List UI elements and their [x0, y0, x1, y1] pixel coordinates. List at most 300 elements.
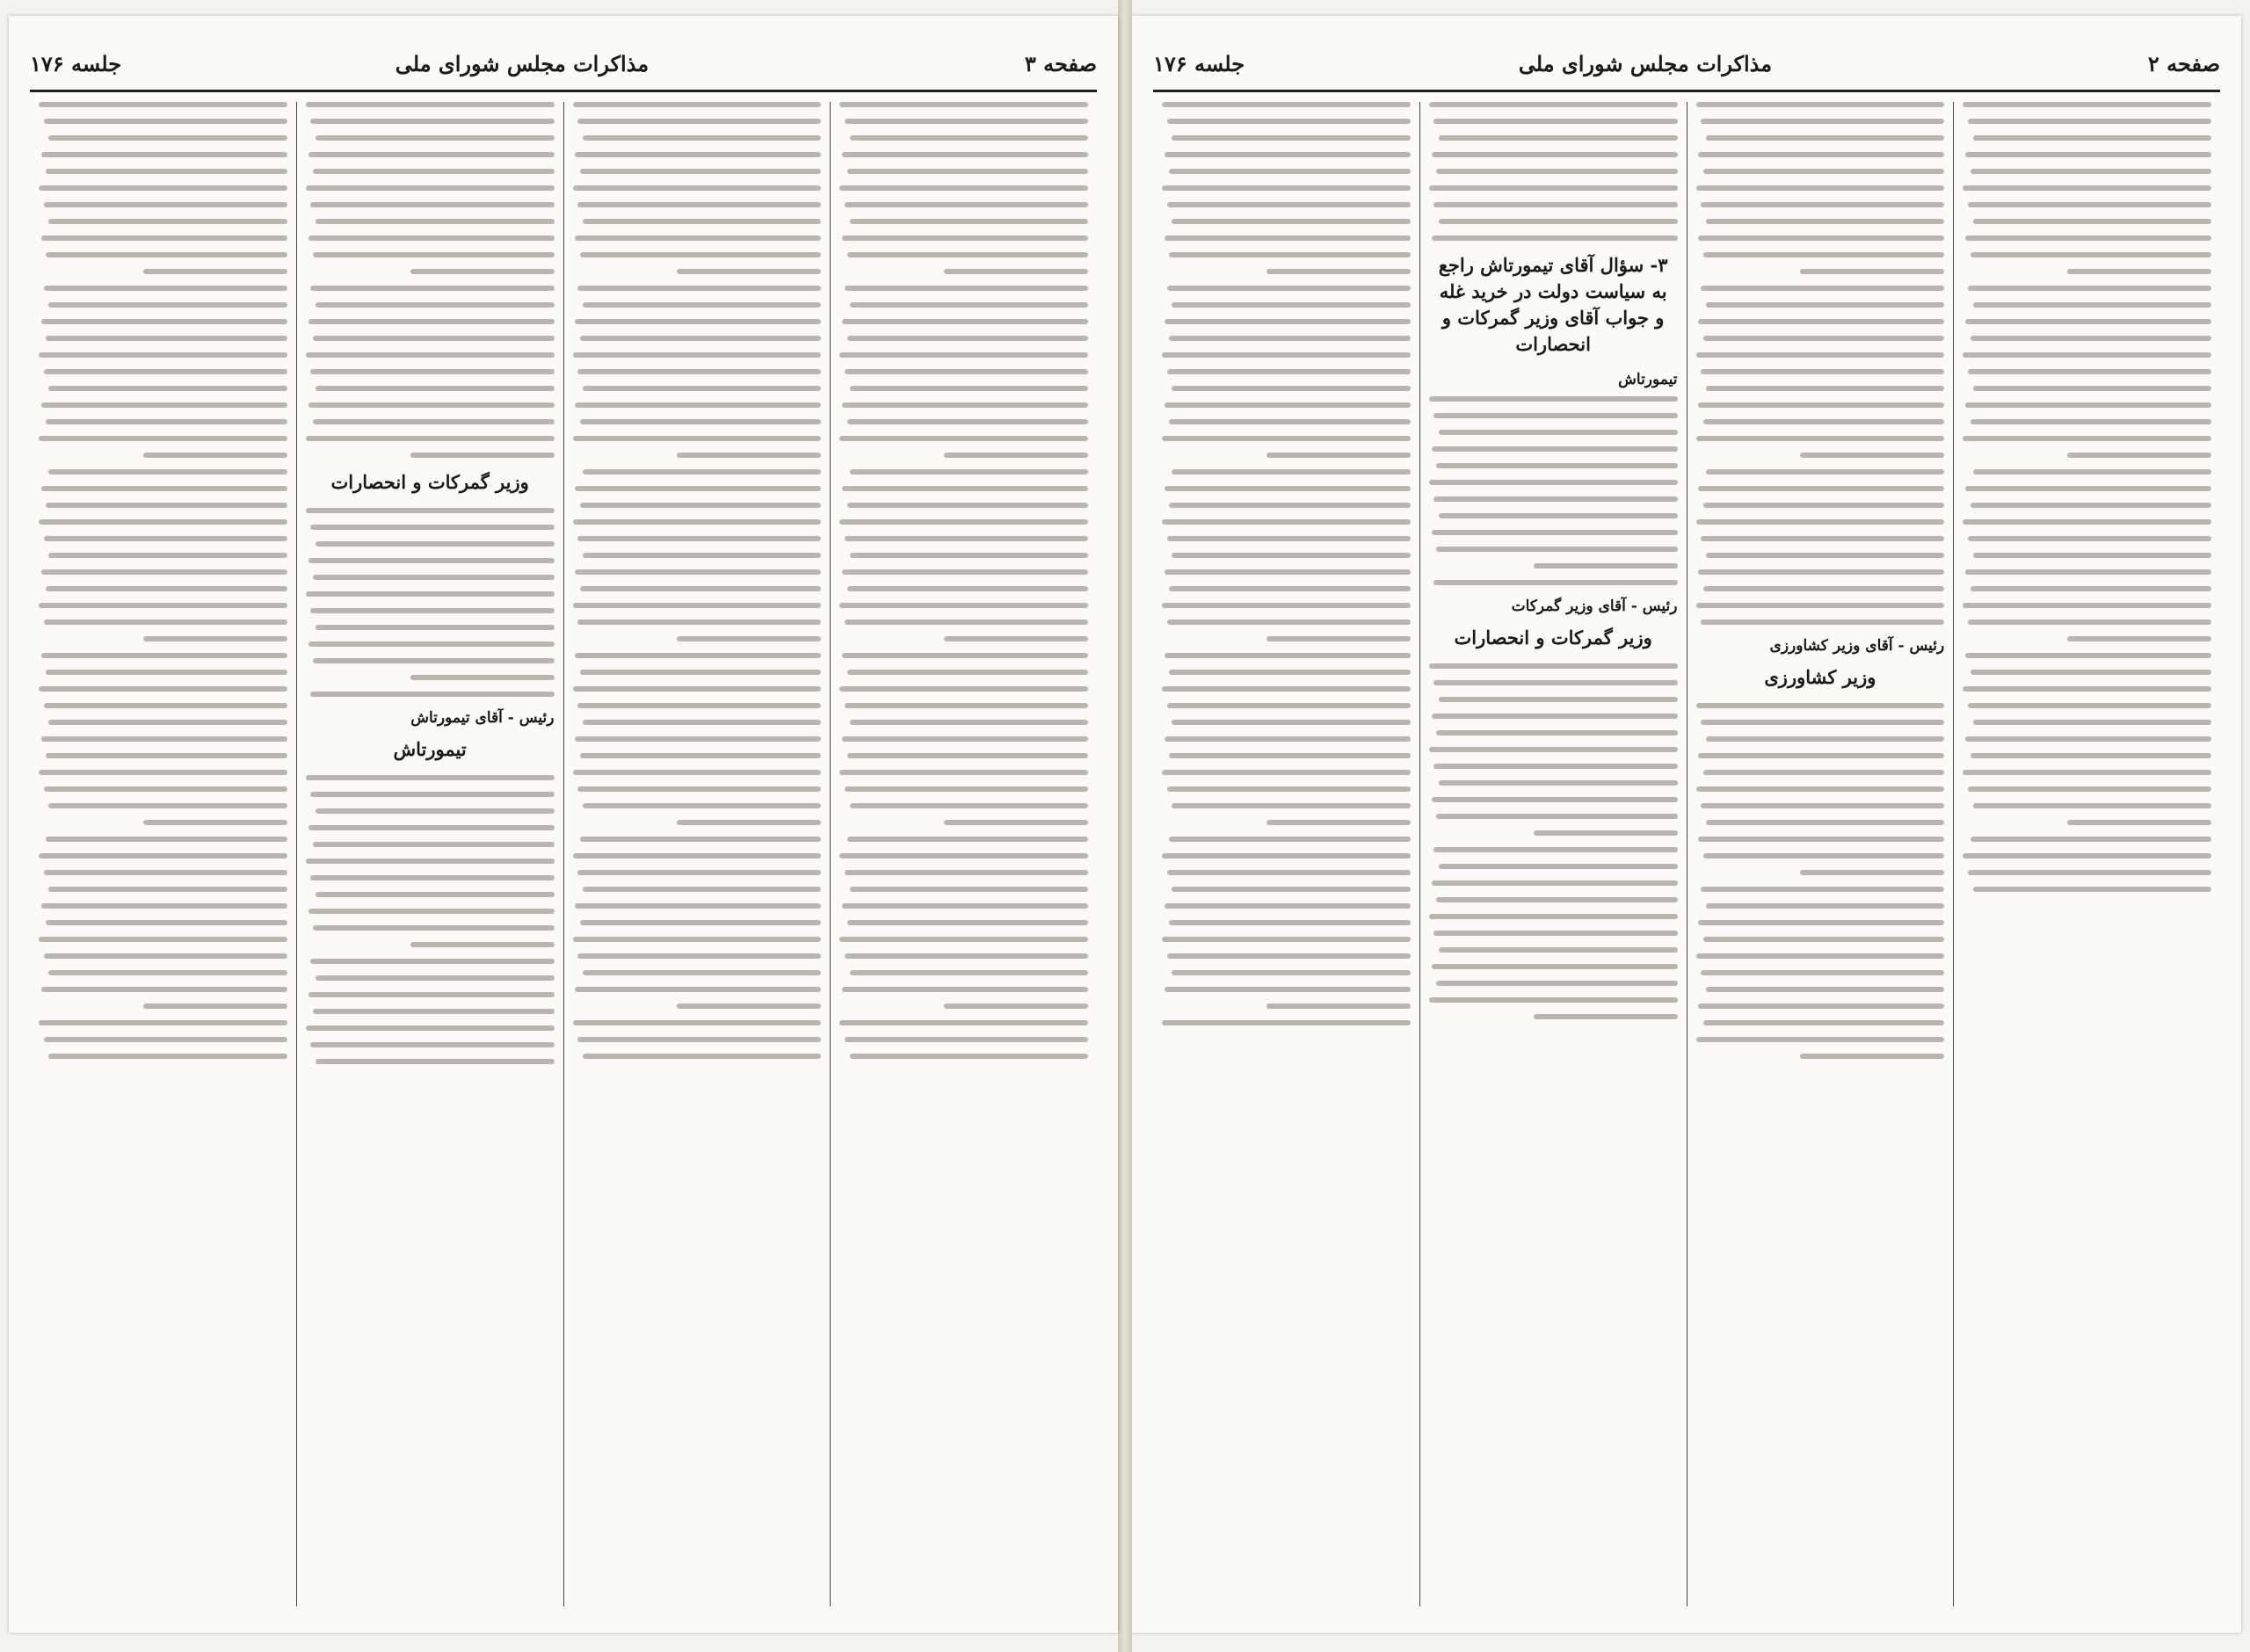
illegible-text-line [1429, 480, 1678, 485]
illegible-text-line [580, 252, 821, 257]
illegible-text-line [839, 436, 1088, 441]
text-columns [1153, 102, 2220, 1606]
illegible-text-line [580, 336, 821, 341]
illegible-text-line [1701, 536, 1944, 541]
illegible-text-line [2067, 453, 2211, 458]
illegible-text-line [1968, 703, 2211, 708]
illegible-text-line [1706, 219, 1944, 224]
illegible-text-line [1165, 736, 1411, 742]
illegible-text-line [1162, 937, 1411, 942]
illegible-text-line [48, 386, 287, 391]
illegible-text-line [1701, 803, 1944, 808]
illegible-text-line [1800, 870, 1944, 875]
illegible-text-line [1169, 586, 1410, 591]
illegible-text-line [2067, 269, 2211, 274]
illegible-text-line [850, 887, 1088, 892]
illegible-text-line [1439, 697, 1677, 702]
illegible-text-line [1162, 686, 1411, 692]
page-header [1153, 47, 2220, 92]
illegible-text-line [1973, 135, 2211, 141]
illegible-text-line [1701, 369, 1944, 374]
illegible-text-line [1963, 853, 2211, 859]
illegible-text-line [577, 620, 821, 625]
illegible-text-line [573, 686, 822, 692]
illegible-text-line [1172, 970, 1410, 975]
illegible-text-line [580, 169, 821, 174]
illegible-text-line [839, 853, 1088, 859]
illegible-text-line [1703, 252, 1944, 257]
illegible-text-line [580, 670, 821, 675]
illegible-text-line [1696, 352, 1945, 358]
illegible-text-line [583, 302, 821, 308]
illegible-text-line [1429, 997, 1678, 1003]
illegible-text-line [306, 352, 555, 358]
illegible-text-line [1968, 870, 2211, 875]
illegible-text-line [1433, 496, 1677, 502]
illegible-text-line [1169, 753, 1410, 758]
illegible-text-line [1696, 703, 1945, 708]
illegible-text-line [1971, 252, 2211, 257]
illegible-text-line [46, 920, 287, 925]
illegible-text-line [1973, 219, 2211, 224]
illegible-text-line [39, 185, 287, 191]
text-column [1963, 102, 2211, 1606]
illegible-text-line [1436, 547, 1677, 552]
illegible-text-line [1698, 569, 1944, 575]
illegible-text-line [1439, 430, 1677, 435]
illegible-text-line [1439, 864, 1677, 869]
illegible-text-line [1963, 352, 2211, 358]
illegible-text-line [1172, 386, 1410, 391]
illegible-text-line [316, 135, 554, 141]
illegible-text-line [1534, 830, 1678, 836]
illegible-text-line [46, 252, 287, 257]
illegible-text-line [1439, 219, 1677, 224]
illegible-text-line [839, 603, 1088, 608]
illegible-text-line [308, 558, 555, 563]
illegible-text-line [39, 436, 287, 441]
illegible-text-line [1172, 887, 1410, 892]
illegible-text-line [308, 909, 555, 914]
illegible-text-line [1701, 620, 1944, 625]
illegible-text-line [583, 386, 821, 391]
illegible-text-line [46, 753, 287, 758]
illegible-text-line [847, 419, 1088, 424]
section-heading: وزیر گمرکات و انحصارات [330, 471, 529, 493]
illegible-text-line [310, 1042, 554, 1047]
illegible-text-line [1172, 135, 1410, 141]
illegible-text-line [842, 235, 1088, 241]
illegible-text-line [1162, 352, 1411, 358]
illegible-text-line [577, 703, 821, 708]
illegible-text-line [1172, 302, 1410, 308]
illegible-text-line [1267, 820, 1411, 825]
illegible-text-line [1162, 519, 1411, 525]
illegible-text-line [306, 591, 555, 597]
illegible-text-line [306, 859, 555, 864]
illegible-text-line [1267, 1004, 1411, 1009]
text-column [1162, 102, 1411, 1606]
illegible-text-line [39, 352, 287, 358]
illegible-text-line [39, 853, 287, 859]
illegible-text-line [575, 319, 821, 324]
illegible-text-line [847, 837, 1088, 842]
publication-title: مذاکرات مجلس شورای ملی [1518, 51, 1773, 76]
illegible-text-line [1167, 620, 1411, 625]
illegible-text-line [46, 503, 287, 508]
illegible-text-line [1701, 970, 1944, 975]
illegible-text-line [1701, 119, 1944, 124]
illegible-text-line [1971, 336, 2211, 341]
illegible-text-line [1433, 680, 1677, 685]
illegible-text-line [306, 1025, 555, 1031]
illegible-text-line [842, 903, 1088, 909]
illegible-text-line [313, 1009, 554, 1014]
text-columns [30, 102, 1097, 1606]
illegible-text-line [1167, 703, 1411, 708]
illegible-text-line [1696, 519, 1945, 525]
illegible-text-line [1439, 513, 1677, 518]
illegible-text-line [1965, 319, 2211, 324]
illegible-text-line [575, 736, 821, 742]
illegible-text-line [677, 1004, 821, 1009]
illegible-text-line [677, 453, 821, 458]
column-rule [296, 102, 297, 1606]
illegible-text-line [1433, 202, 1677, 207]
illegible-text-line [313, 252, 554, 257]
illegible-text-line [1706, 302, 1944, 308]
speaker-label: رئیس - آقای تیمورتاش [410, 709, 555, 727]
illegible-text-line [1167, 119, 1411, 124]
illegible-text-line [1968, 119, 2211, 124]
illegible-text-line [313, 925, 554, 931]
illegible-text-line [1165, 152, 1411, 157]
illegible-text-line [839, 102, 1088, 107]
illegible-text-line [845, 202, 1088, 207]
illegible-text-line [1696, 436, 1945, 441]
illegible-text-line [44, 870, 287, 875]
illegible-text-line [845, 870, 1088, 875]
illegible-text-line [850, 553, 1088, 558]
illegible-text-line [577, 286, 821, 291]
illegible-text-line [41, 152, 287, 157]
illegible-text-line [845, 953, 1088, 959]
illegible-text-line [850, 386, 1088, 391]
illegible-text-line [1162, 102, 1411, 107]
illegible-text-line [1703, 419, 1944, 424]
illegible-text-line [48, 219, 287, 224]
illegible-text-line [1701, 720, 1944, 725]
illegible-text-line [1706, 386, 1944, 391]
illegible-text-line [1698, 319, 1944, 324]
illegible-text-line [1698, 235, 1944, 241]
illegible-text-line [1167, 786, 1411, 792]
illegible-text-line [577, 202, 821, 207]
illegible-text-line [1167, 202, 1411, 207]
illegible-text-line [1968, 620, 2211, 625]
illegible-text-line [143, 453, 287, 458]
illegible-text-line [44, 786, 287, 792]
illegible-text-line [1432, 797, 1678, 802]
illegible-text-line [1162, 436, 1411, 441]
publication-title: مذاکرات مجلس شورای ملی [395, 51, 650, 76]
illegible-text-line [1436, 897, 1677, 902]
illegible-text-line [847, 503, 1088, 508]
illegible-text-line [46, 169, 287, 174]
illegible-text-line [845, 786, 1088, 792]
illegible-text-line [1973, 469, 2211, 475]
illegible-text-line [1698, 753, 1944, 758]
illegible-text-line [575, 486, 821, 491]
illegible-text-line [1696, 1037, 1945, 1042]
illegible-text-line [1706, 135, 1944, 141]
text-column [39, 102, 287, 1606]
illegible-text-line [573, 1020, 822, 1025]
illegible-text-line [1433, 764, 1677, 769]
illegible-text-line [583, 135, 821, 141]
illegible-text-line [1965, 235, 2211, 241]
illegible-text-line [44, 703, 287, 708]
column-rule [563, 102, 564, 1606]
illegible-text-line [313, 169, 554, 174]
illegible-text-line [48, 302, 287, 308]
illegible-text-line [316, 1059, 554, 1064]
illegible-text-line [845, 1037, 1088, 1042]
illegible-text-line [316, 625, 554, 630]
illegible-text-line [580, 419, 821, 424]
illegible-text-line [1169, 670, 1410, 675]
illegible-text-line [1968, 202, 2211, 207]
illegible-text-line [850, 803, 1088, 808]
illegible-text-line [1167, 286, 1411, 291]
illegible-text-line [1968, 786, 2211, 792]
illegible-text-line [1965, 736, 2211, 742]
illegible-text-line [310, 692, 554, 697]
illegible-text-line [1429, 663, 1678, 669]
illegible-text-line [944, 269, 1088, 274]
illegible-text-line [839, 686, 1088, 692]
section-heading: ۳- سؤال آقای تیمورتاش راجع به سیاست دولت در خرید غله و جواب آقای وزیر گمرکات و انحصارات [1438, 254, 1668, 355]
illegible-text-line [1971, 753, 2211, 758]
illegible-text-line [48, 135, 287, 141]
illegible-text-line [575, 152, 821, 157]
illegible-text-line [308, 402, 555, 408]
illegible-text-line [1696, 953, 1945, 959]
text-column [1696, 102, 1945, 1606]
illegible-text-line [850, 135, 1088, 141]
illegible-text-line [1963, 436, 2211, 441]
illegible-text-line [1165, 569, 1411, 575]
left-page [9, 16, 1118, 1633]
illegible-text-line [1706, 820, 1944, 825]
illegible-text-line [573, 937, 822, 942]
illegible-text-line [1172, 219, 1410, 224]
illegible-text-line [1698, 486, 1944, 491]
illegible-text-line [306, 775, 555, 780]
illegible-text-line [677, 269, 821, 274]
illegible-text-line [1973, 553, 2211, 558]
illegible-text-line [1267, 269, 1411, 274]
illegible-text-line [1706, 469, 1944, 475]
page-number: صفحه ۳ [1024, 51, 1097, 76]
illegible-text-line [1165, 987, 1411, 992]
illegible-text-line [1696, 102, 1945, 107]
illegible-text-line [1534, 563, 1678, 569]
illegible-text-line [573, 770, 822, 775]
illegible-text-line [46, 419, 287, 424]
illegible-text-line [44, 1037, 287, 1042]
illegible-text-line [577, 536, 821, 541]
illegible-text-line [573, 185, 822, 191]
illegible-text-line [143, 636, 287, 641]
illegible-text-line [310, 369, 554, 374]
illegible-text-line [1973, 720, 2211, 725]
illegible-text-line [1696, 603, 1945, 608]
illegible-text-line [1965, 402, 2211, 408]
illegible-text-line [850, 302, 1088, 308]
illegible-text-line [1167, 369, 1411, 374]
illegible-text-line [839, 519, 1088, 525]
text-column [306, 102, 555, 1606]
illegible-text-line [573, 352, 822, 358]
illegible-text-line [1436, 730, 1677, 735]
illegible-text-line [2067, 820, 2211, 825]
illegible-text-line [316, 541, 554, 547]
illegible-text-line [316, 386, 554, 391]
illegible-text-line [1703, 1020, 1944, 1025]
illegible-text-line [845, 286, 1088, 291]
illegible-text-line [577, 369, 821, 374]
illegible-text-line [577, 119, 821, 124]
illegible-text-line [1698, 920, 1944, 925]
illegible-text-line [1165, 319, 1411, 324]
illegible-text-line [1439, 947, 1677, 953]
illegible-text-line [310, 608, 554, 613]
illegible-text-line [410, 269, 555, 274]
illegible-text-line [48, 720, 287, 725]
illegible-text-line [1169, 503, 1410, 508]
illegible-text-line [41, 736, 287, 742]
page-number: صفحه ۲ [2147, 51, 2220, 76]
illegible-text-line [1968, 536, 2211, 541]
illegible-text-line [944, 636, 1088, 641]
illegible-text-line [310, 959, 554, 964]
illegible-text-line [1172, 553, 1410, 558]
section-heading: تیمورتاش [393, 738, 467, 760]
illegible-text-line [1703, 169, 1944, 174]
illegible-text-line [1703, 336, 1944, 341]
illegible-text-line [41, 903, 287, 909]
illegible-text-line [1706, 987, 1944, 992]
illegible-text-line [1167, 870, 1411, 875]
illegible-text-line [1172, 720, 1410, 725]
illegible-text-line [1433, 847, 1677, 852]
illegible-text-line [583, 803, 821, 808]
illegible-text-line [847, 670, 1088, 675]
illegible-text-line [580, 920, 821, 925]
illegible-text-line [842, 653, 1088, 658]
illegible-text-line [48, 803, 287, 808]
illegible-text-line [1701, 202, 1944, 207]
illegible-text-line [46, 837, 287, 842]
illegible-text-line [1429, 747, 1678, 752]
illegible-text-line [308, 992, 555, 997]
illegible-text-line [41, 653, 287, 658]
illegible-text-line [41, 486, 287, 491]
illegible-text-line [583, 970, 821, 975]
illegible-text-line [1432, 152, 1678, 157]
illegible-text-line [41, 402, 287, 408]
section-heading: وزیر گمرکات و انحصارات [1454, 627, 1652, 648]
illegible-text-line [1971, 837, 2211, 842]
illegible-text-line [1963, 519, 2211, 525]
illegible-text-line [1703, 586, 1944, 591]
illegible-text-line [1800, 1054, 1944, 1059]
illegible-text-line [1973, 887, 2211, 892]
illegible-text-line [839, 770, 1088, 775]
illegible-text-line [313, 336, 554, 341]
illegible-text-line [48, 887, 287, 892]
illegible-text-line [310, 792, 554, 797]
illegible-text-line [39, 1020, 287, 1025]
illegible-text-line [46, 670, 287, 675]
illegible-text-line [310, 286, 554, 291]
illegible-text-line [1169, 419, 1410, 424]
illegible-text-line [1433, 413, 1677, 418]
illegible-text-line [1965, 486, 2211, 491]
illegible-text-line [44, 536, 287, 541]
illegible-text-line [1433, 580, 1677, 585]
illegible-text-line [1701, 887, 1944, 892]
illegible-text-line [2067, 636, 2211, 641]
illegible-text-line [1439, 135, 1677, 141]
illegible-text-line [1167, 536, 1411, 541]
illegible-text-line [1706, 736, 1944, 742]
illegible-text-line [308, 235, 555, 241]
illegible-text-line [850, 219, 1088, 224]
illegible-text-line [1971, 419, 2211, 424]
illegible-text-line [847, 169, 1088, 174]
illegible-text-line [313, 575, 554, 580]
illegible-text-line [39, 770, 287, 775]
illegible-text-line [39, 102, 287, 107]
illegible-text-line [1973, 302, 2211, 308]
illegible-text-line [410, 453, 555, 458]
illegible-text-line [308, 152, 555, 157]
illegible-text-line [39, 937, 287, 942]
illegible-text-line [845, 620, 1088, 625]
illegible-text-line [410, 942, 555, 947]
illegible-text-line [573, 436, 822, 441]
illegible-text-line [1169, 920, 1410, 925]
illegible-text-line [1165, 235, 1411, 241]
illegible-text-line [1968, 286, 2211, 291]
book-gutter [1118, 0, 1132, 1652]
illegible-text-line [143, 820, 287, 825]
illegible-text-line [850, 970, 1088, 975]
illegible-text-line [1971, 503, 2211, 508]
illegible-text-line [1965, 152, 2211, 157]
illegible-text-line [583, 469, 821, 475]
illegible-text-line [580, 503, 821, 508]
illegible-text-line [1432, 964, 1678, 969]
illegible-text-line [839, 352, 1088, 358]
illegible-text-line [310, 875, 554, 880]
illegible-text-line [1534, 1014, 1678, 1019]
illegible-text-line [316, 975, 554, 981]
illegible-text-line [847, 920, 1088, 925]
illegible-text-line [583, 219, 821, 224]
